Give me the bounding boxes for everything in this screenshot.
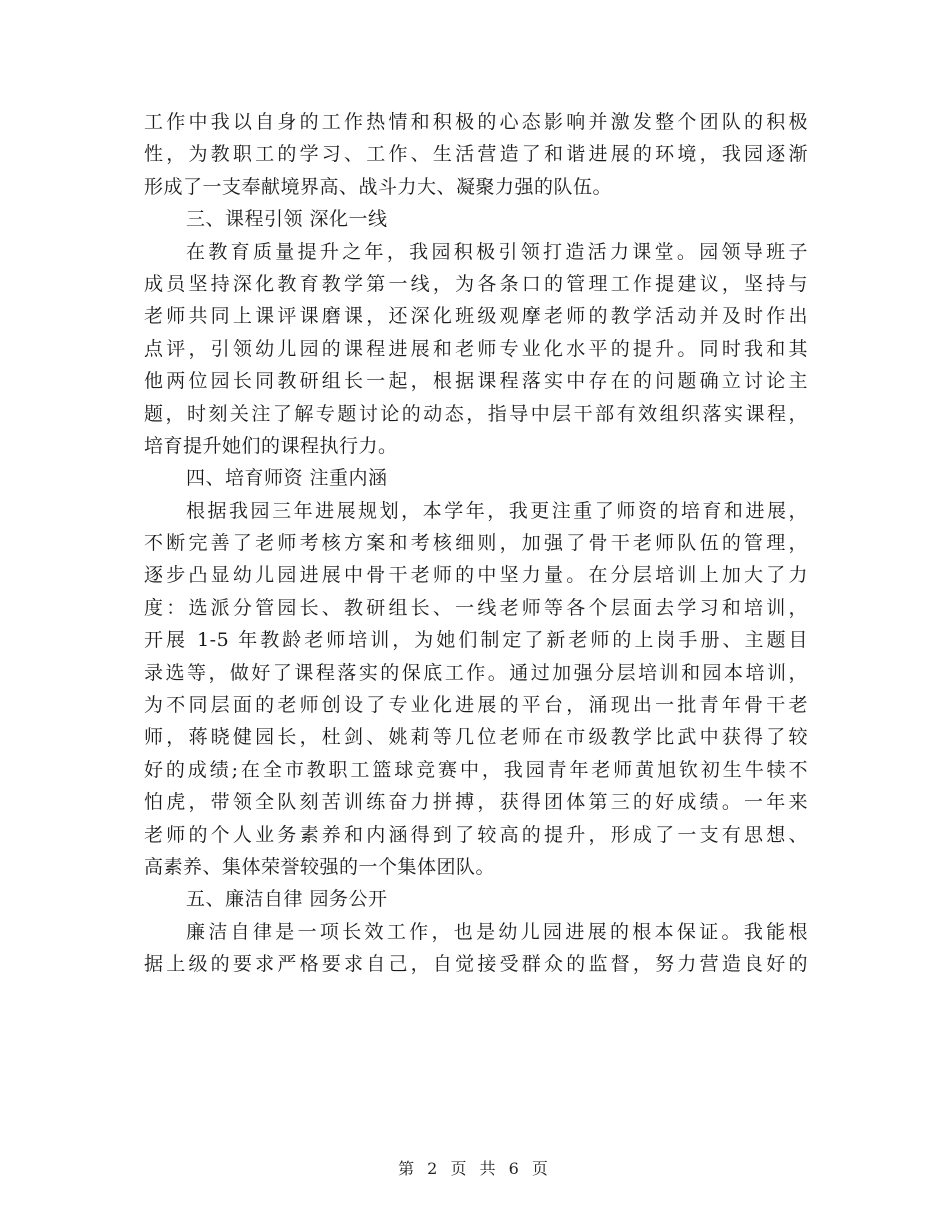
paragraph-line: 点评，引领幼儿园的课程进展和老师专业化水平的提升。同时我和其 — [144, 337, 808, 360]
paragraph-line: 他两位园长同教研组长一起，根据课程落实中存在的问题确立讨论主 — [144, 370, 808, 393]
paragraph-line: 高素养、集体荣誉较强的一个集体团队。 — [144, 855, 496, 878]
paragraph-line: 成员坚持深化教育教学第一线，为各条口的管理工作提建议，坚持与 — [144, 272, 808, 295]
paragraph-line: 根据我园三年进展规划，本学年，我更注重了师资的培育和进展， — [186, 499, 808, 522]
paragraph-line: 题，时刻关注了解专题讨论的动态，指导中层干部有效组织落实课程， — [144, 402, 808, 425]
section-heading: 五、廉洁自律 园务公开 — [186, 888, 388, 911]
paragraph-line: 逐步凸显幼儿园进展中骨干老师的中坚力量。在分层培训上加大了力 — [144, 564, 808, 587]
paragraph-line: 性，为教职工的学习、工作、生活营造了和谐进展的环境，我园逐渐 — [144, 143, 808, 166]
paragraph-line: 师，蒋晓健园长，杜剑、姚莉等几位老师在市级教学比武中获得了较 — [144, 726, 808, 749]
paragraph-line: 工作中我以自身的工作热情和积极的心态影响并激发整个团队的积极 — [144, 111, 808, 133]
paragraph-line: 度：选派分管园长、教研组长、一线老师等各个层面去学习和培训， — [144, 596, 808, 619]
paragraph-line: 形成了一支奉献境界高、战斗力大、凝聚力强的队伍。 — [144, 175, 613, 198]
section-heading: 四、培育师资 注重内涵 — [186, 467, 388, 490]
paragraph-line: 不断完善了老师考核方案和考核细则，加强了骨干老师队伍的管理， — [144, 532, 808, 555]
page-number-footer: 第 2 页 共 6 页 — [398, 1159, 552, 1178]
paragraph-line: 开展 1-5 年教龄老师培训，为她们制定了新老师的上岗手册、主题目 — [144, 629, 808, 652]
paragraph-line: 廉洁自律是一项长效工作，也是幼儿园进展的根本保证。我能根 — [186, 920, 808, 943]
paragraph-line: 怕虎，带领全队刻苦训练奋力拼搏，获得团体第三的好成绩。一年来 — [144, 791, 808, 814]
paragraph-line: 据上级的要求严格要求自己，自觉接受群众的监督，努力营造良好的 — [144, 953, 808, 976]
document-body — [144, 106, 808, 981]
paragraph-line: 录选等，做好了课程落实的保底工作。通过加强分层培训和园本培训， — [144, 661, 808, 684]
paragraph-line: 培育提升她们的课程执行力。 — [144, 434, 398, 457]
paragraph-line: 老师共同上课评课磨课，还深化班级观摩老师的教学活动并及时作出 — [144, 305, 808, 328]
section-heading: 三、课程引领 深化一线 — [186, 208, 388, 231]
paragraph-line: 老师的个人业务素养和内涵得到了较高的提升，形成了一支有思想、 — [144, 823, 808, 846]
paragraph-line: 在教育质量提升之年，我园积极引领打造活力课堂。园领导班子 — [186, 240, 808, 263]
paragraph-line: 好的成绩;在全市教职工篮球竞赛中，我园青年老师黄旭钦初生牛犊不 — [144, 758, 808, 781]
paragraph-line: 为不同层面的老师创设了专业化进展的平台，涌现出一批青年骨干老 — [144, 694, 808, 717]
